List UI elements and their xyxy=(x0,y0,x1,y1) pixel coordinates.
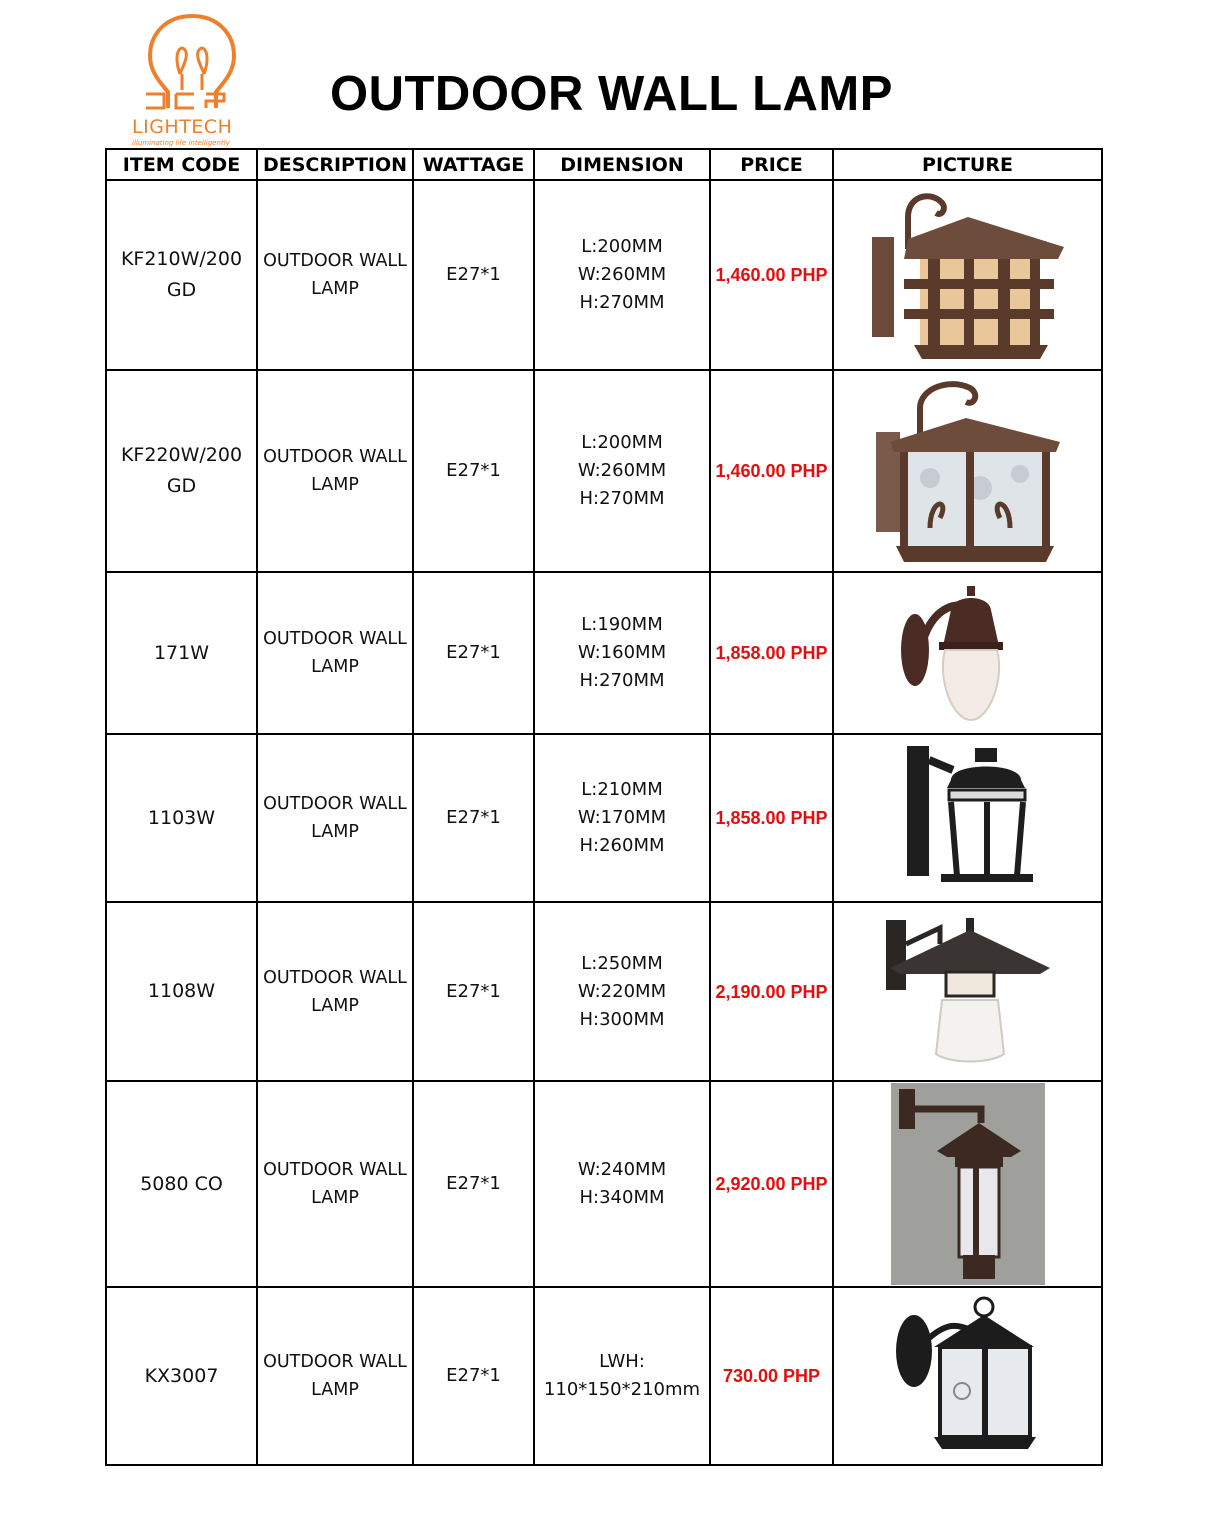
table-row xyxy=(106,370,1102,572)
wattage-cell: E27*1 xyxy=(413,1287,534,1465)
dimension-cell xyxy=(534,902,710,1081)
dimension-line: W:160MM xyxy=(577,642,667,663)
item-code-line2: GD xyxy=(166,475,197,497)
picture-cell xyxy=(833,1287,1102,1465)
description-line2: LAMP xyxy=(311,995,359,1016)
dimension-line: LWH: xyxy=(599,1351,645,1372)
description-cell xyxy=(257,1287,413,1465)
price-cell: 2,920.00 PHP xyxy=(710,1081,833,1287)
product-table xyxy=(105,148,1103,1466)
dimension-cell xyxy=(534,370,710,572)
wattage-cell: E27*1 xyxy=(413,734,534,902)
picture-cell xyxy=(833,180,1102,370)
description-line2: LAMP xyxy=(311,657,359,677)
description-line1: OUTDOOR WALL xyxy=(263,447,407,467)
dimension-line: W:240MM xyxy=(577,1159,667,1180)
price-cell: 2,190.00 PHP xyxy=(710,902,833,1081)
item-code-cell: KX3007 xyxy=(106,1287,257,1465)
description-line1: OUTDOOR WALL xyxy=(263,1352,407,1372)
dimension-cell xyxy=(534,734,710,902)
logo-tagline: illuminating life intelligently xyxy=(132,139,230,147)
price-cell: 1,460.00 PHP xyxy=(710,180,833,370)
dimension-line: L:250MM xyxy=(581,952,663,974)
description-cell xyxy=(257,1081,413,1287)
dimension-line: W:220MM xyxy=(577,980,667,1002)
table-header-row xyxy=(106,149,1102,180)
dimension-cell xyxy=(534,572,710,734)
description-line2: LAMP xyxy=(311,1380,359,1400)
dimension-line: L:190MM xyxy=(581,614,663,635)
header-description: DESCRIPTION xyxy=(257,149,413,180)
price-cell: 1,460.00 PHP xyxy=(710,370,833,572)
dimension-line: H:300MM xyxy=(579,1008,665,1030)
description-cell xyxy=(257,734,413,902)
item-code-line1: KF220W/200 xyxy=(120,444,243,466)
dimension-line: W:260MM xyxy=(577,460,667,481)
item-code-cell: 5080 CO xyxy=(106,1081,257,1287)
square-lantern-glass-lamp-icon xyxy=(870,378,1066,564)
picture-cell xyxy=(833,370,1102,572)
description-cell xyxy=(257,572,413,734)
item-code-line1: KF210W/200 xyxy=(120,248,243,270)
description-line2: LAMP xyxy=(311,1188,359,1208)
table-row xyxy=(106,572,1102,734)
description-line1: OUTDOOR WALL xyxy=(263,629,407,649)
lightbulb-logo-icon xyxy=(142,12,242,116)
table-row xyxy=(106,180,1102,370)
dimension-cell xyxy=(534,1287,710,1465)
dimension-line: W:170MM xyxy=(577,807,667,828)
header-dimension: DIMENSION xyxy=(534,149,710,180)
table-row xyxy=(106,734,1102,902)
item-code-line2: GD xyxy=(166,279,197,301)
item-code-cell: 171W xyxy=(106,572,257,734)
price-cell: 1,858.00 PHP xyxy=(710,734,833,902)
item-code-cell xyxy=(106,370,257,572)
acorn-globe-lamp-icon xyxy=(893,580,1043,726)
dimension-line: H:270MM xyxy=(579,488,665,509)
description-cell xyxy=(257,180,413,370)
dimension-line: H:270MM xyxy=(579,670,665,691)
picture-cell xyxy=(833,902,1102,1081)
dimension-line: H:260MM xyxy=(579,835,665,856)
dimension-line: H:340MM xyxy=(579,1187,665,1208)
wattage-cell: E27*1 xyxy=(413,572,534,734)
logo-brand-text: LIGHTECH xyxy=(132,116,233,138)
wide-hat-lamp-icon xyxy=(880,914,1056,1070)
dimension-line: 110*150*210mm xyxy=(543,1379,701,1400)
description-cell xyxy=(257,902,413,1081)
description-line1: OUTDOOR WALL xyxy=(263,794,407,814)
wattage-cell: E27*1 xyxy=(413,902,534,1081)
description-line2: LAMP xyxy=(311,475,359,495)
table-row xyxy=(106,902,1102,1081)
dimension-cell xyxy=(534,1081,710,1287)
description-line1: OUTDOOR WALL xyxy=(263,967,407,988)
dimension-cell xyxy=(534,180,710,370)
dimension-line: L:210MM xyxy=(581,779,663,800)
description-cell xyxy=(257,370,413,572)
description-line2: LAMP xyxy=(311,822,359,842)
picture-cell xyxy=(833,734,1102,902)
table-row xyxy=(106,1287,1102,1465)
item-code-cell xyxy=(106,180,257,370)
dimension-line: L:200MM xyxy=(581,432,663,453)
item-code-cell: 1108W xyxy=(106,902,257,1081)
item-code-cell: 1103W xyxy=(106,734,257,902)
wattage-cell: E27*1 xyxy=(413,370,534,572)
picture-cell xyxy=(833,1081,1102,1287)
classic-black-lantern-icon xyxy=(888,1295,1048,1457)
square-lantern-wood-lamp-icon xyxy=(868,187,1068,363)
company-logo xyxy=(128,12,258,147)
dimension-line: L:200MM xyxy=(581,236,663,257)
black-cylinder-lantern-icon xyxy=(893,740,1043,896)
tall-cylinder-lamp-icon xyxy=(891,1083,1045,1285)
header-wattage: WATTAGE xyxy=(413,149,534,180)
header-item-code: ITEM CODE xyxy=(106,149,257,180)
table-row xyxy=(106,1081,1102,1287)
price-cell: 730.00 PHP xyxy=(710,1287,833,1465)
description-line2: LAMP xyxy=(311,279,359,299)
dimension-line: H:270MM xyxy=(579,292,665,313)
picture-cell xyxy=(833,572,1102,734)
wattage-cell: E27*1 xyxy=(413,180,534,370)
header-price: PRICE xyxy=(710,149,833,180)
page-title: OUTDOOR WALL LAMP xyxy=(330,67,893,121)
description-line1: OUTDOOR WALL xyxy=(263,1160,407,1180)
price-cell: 1,858.00 PHP xyxy=(710,572,833,734)
description-line1: OUTDOOR WALL xyxy=(263,251,407,271)
wattage-cell: E27*1 xyxy=(413,1081,534,1287)
header-picture: PICTURE xyxy=(833,149,1102,180)
dimension-line: W:260MM xyxy=(577,264,667,285)
